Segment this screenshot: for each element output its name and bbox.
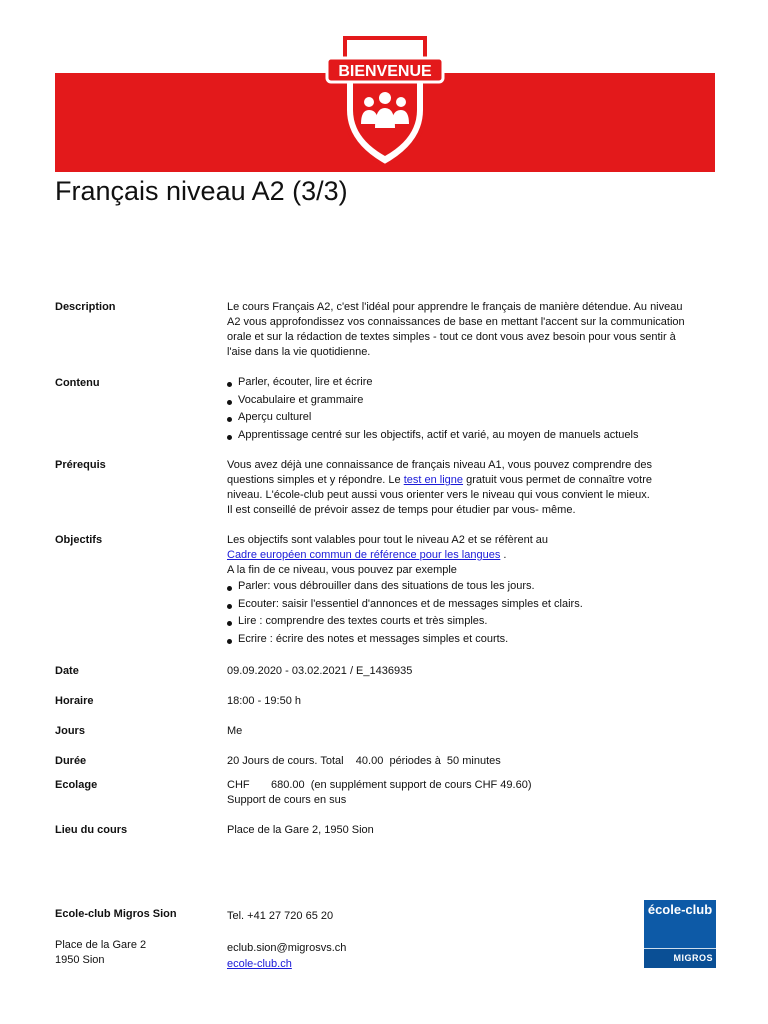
contenu-list-wrapper — [227, 374, 722, 444]
welcome-badge — [317, 32, 453, 172]
horaire-value: 18:00 - 19:50 h — [227, 695, 302, 707]
list-item — [227, 631, 722, 649]
list-item — [227, 392, 722, 410]
objectifs-link-line — [227, 548, 722, 563]
ecolage-line: CHF 680.00 (en supplément support de cours CHF 49.60) — [227, 779, 532, 791]
cadre-europeen-link[interactable]: Cadre européen commun de référence pour les langues — [227, 549, 501, 561]
list-item-text: Apprentissage centré sur les objectifs, actif et varié, au moyen de manuels actuels — [238, 428, 639, 441]
objectifs-list — [227, 578, 722, 648]
contenu-list — [227, 374, 722, 444]
prerequis-text — [227, 458, 722, 518]
lieu-label: Lieu du cours — [55, 824, 128, 836]
prerequis-line: niveau. L'école-club peut aussi vous orienter vers le niveau qui vous convient le mieux. — [227, 489, 650, 501]
objectifs-label: Objectifs — [55, 534, 103, 546]
description-label: Description — [55, 301, 116, 313]
prerequis-line — [227, 473, 722, 488]
bullet-icon — [227, 382, 232, 387]
bullet-icon — [227, 417, 232, 422]
jours-value: Me — [227, 725, 243, 737]
footer-contact — [227, 940, 346, 972]
link-suffix: . — [500, 549, 507, 561]
list-item — [227, 596, 722, 614]
ecolage-value — [227, 778, 722, 808]
list-item — [227, 578, 722, 596]
logo-title: école-club — [647, 902, 713, 917]
ecolage-label: Ecolage — [55, 779, 98, 791]
page-title: Français niveau A2 (3/3) — [55, 176, 348, 206]
prerequis-text-before: questions simples et y répondre. Le — [227, 474, 404, 486]
bullet-icon — [227, 604, 232, 609]
list-item — [227, 613, 722, 631]
bullet-icon — [227, 639, 232, 644]
header-banner — [55, 32, 715, 172]
footer-address-line: 1950 Sion — [55, 954, 105, 966]
objectifs-lead: A la fin de ce niveau, vous pouvez par exemple — [227, 564, 457, 576]
duree-label: Durée — [55, 755, 87, 767]
list-item-text: Parler, écouter, lire et écrire — [238, 376, 373, 388]
objectifs-text — [227, 533, 722, 648]
footer-org-name: Ecole-club Migros Sion — [55, 908, 177, 920]
website-link[interactable]: ecole-club.ch — [227, 958, 292, 970]
jours-label: Jours — [55, 725, 85, 737]
description-text — [227, 300, 722, 360]
list-item — [227, 409, 722, 427]
description-line: A2 vous approfondissez vos connaissances de base en mettant l'accent sur la communication — [227, 316, 685, 328]
footer-address-line: Place de la Gare 2 — [55, 939, 147, 951]
list-item-text: Ecouter: saisir l'essentiel d'annonces et de messages simples et clairs. — [238, 597, 583, 610]
bullet-icon — [227, 400, 232, 405]
ecole-club-logo — [644, 900, 716, 968]
contenu-label: Contenu — [55, 377, 100, 389]
description-line: l'aise dans la vie quotidienne. — [227, 346, 371, 358]
bullet-icon — [227, 621, 232, 626]
list-item-text: Ecrire : écrire des notes et messages simples et courts. — [238, 632, 509, 645]
list-item-text: Parler: vous débrouiller dans des situations de tous les jours. — [238, 580, 535, 592]
list-item — [227, 427, 722, 445]
prerequis-text-after: gratuit vous permet de connaître votre — [463, 474, 652, 486]
list-item — [227, 374, 722, 392]
footer-email: eclub.sion@migrosvs.ch — [227, 942, 347, 954]
ecolage-line: Support de cours en sus — [227, 794, 347, 806]
prerequis-line: Il est conseillé de prévoir assez de temps pour étudier par vous- même. — [227, 504, 576, 516]
date-label: Date — [55, 665, 79, 677]
prerequis-label: Prérequis — [55, 459, 106, 471]
list-item-text: Aperçu culturel — [238, 411, 312, 423]
list-item-text: Vocabulaire et grammaire — [238, 393, 364, 406]
list-item-text: Lire : comprendre des textes courts et très simples. — [238, 615, 488, 627]
bullet-icon — [227, 586, 232, 591]
badge-label: BIENVENUE — [338, 63, 432, 80]
description-line: Le cours Français A2, c'est l'idéal pour apprendre le français de manière détendue. Au niveau — [227, 301, 683, 313]
duree-value: 20 Jours de cours. Total 40.00 périodes à 50 minutes — [227, 755, 501, 767]
lieu-value: Place de la Gare 2, 1950 Sion — [227, 824, 374, 836]
test-en-ligne-link[interactable]: test en ligne — [403, 474, 464, 486]
description-line: orale et sur la rédaction de textes simples - tout ce dont vous avez besoin pour vous sentir à — [227, 331, 676, 343]
horaire-label: Horaire — [55, 695, 94, 707]
bullet-icon — [227, 435, 232, 440]
footer-address — [55, 938, 146, 968]
footer-tel: Tel. +41 27 720 65 20 — [227, 910, 334, 922]
logo-migros: MIGROS — [644, 949, 716, 968]
prerequis-line: Vous avez déjà une connaissance de français niveau A1, vous pouvez comprendre des — [227, 459, 652, 471]
objectifs-intro: Les objectifs sont valables pour tout le niveau A2 et se réfèrent au — [227, 534, 549, 546]
date-value: 09.09.2020 - 03.02.2021 / E_1436935 — [227, 665, 413, 677]
